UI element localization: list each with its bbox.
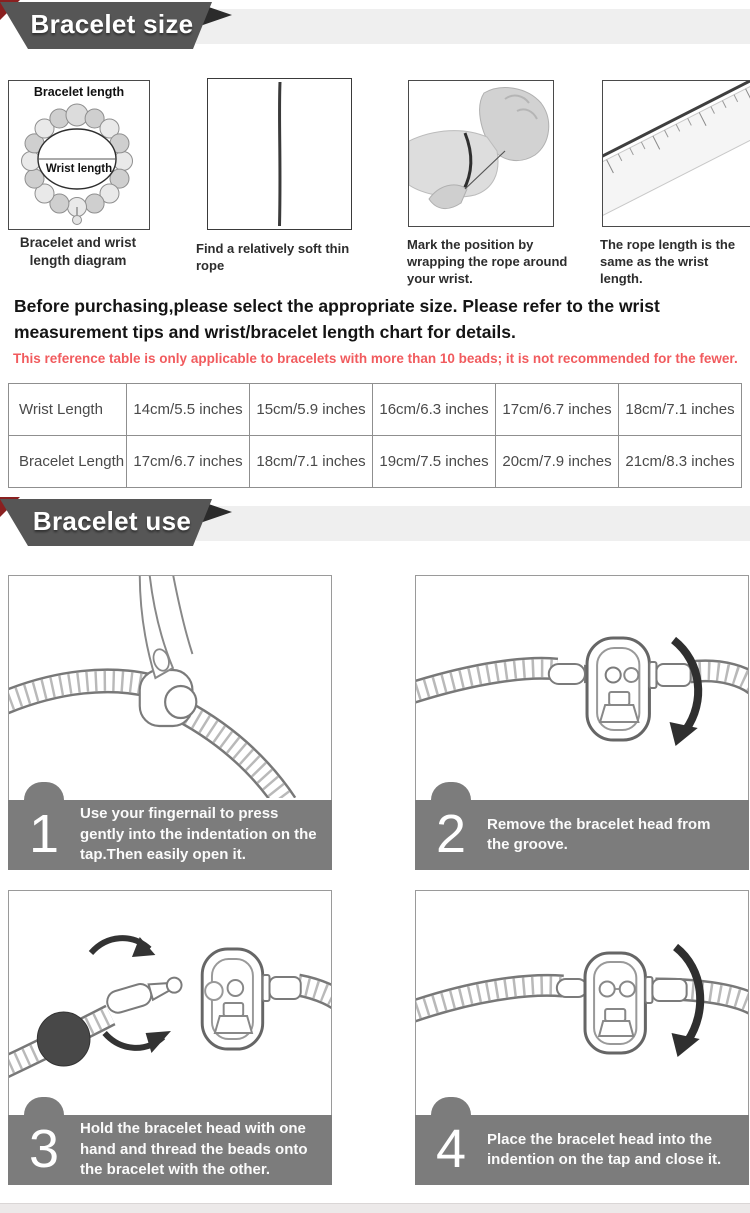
bracelet-length-label: Bracelet length bbox=[33, 85, 125, 99]
table-cell: 18cm/7.1 inches bbox=[250, 436, 373, 488]
step-number: 4 bbox=[435, 1119, 467, 1179]
step-description: Place the bracelet head into the indention on the tap and close it. bbox=[487, 1130, 722, 1168]
banner-use-label: Bracelet use bbox=[32, 506, 192, 536]
table-cell: 18cm/7.1 inches bbox=[619, 384, 742, 436]
table-cell: 19cm/7.5 inches bbox=[373, 436, 496, 488]
step-bar bbox=[415, 800, 749, 870]
step-bar bbox=[8, 1115, 332, 1185]
banner-band bbox=[196, 506, 750, 541]
banner-band bbox=[196, 9, 750, 44]
purchase-size-note: Before purchasing,please select the appropriate size. Please refer to the wrist measurement tips and wrist/bracelet length chart for details. bbox=[14, 296, 660, 342]
measure-step-caption-3: Mark the position by wrapping the rope around your wrist. bbox=[407, 237, 568, 287]
bead-count-warning: This reference table is only applicable to bracelets with more than 10 beads; it is not recommended for the fewer. bbox=[13, 351, 738, 366]
table-cell: 14cm/5.5 inches bbox=[127, 384, 250, 436]
banner-size-label: Bracelet size bbox=[30, 9, 194, 39]
table-cell: 17cm/6.7 inches bbox=[496, 384, 619, 436]
measure-step-caption-1: Bracelet and wrist length diagram bbox=[19, 235, 137, 268]
step-2-illustration bbox=[416, 576, 748, 798]
measure-step-caption-4: The rope length is the same as the wrist length. bbox=[600, 237, 736, 287]
step-number: 3 bbox=[28, 1119, 60, 1179]
banner-bracelet-use bbox=[0, 497, 750, 553]
wrist-wrap-image bbox=[408, 80, 554, 227]
step-bar bbox=[8, 800, 332, 870]
banner-bracelet-size bbox=[0, 0, 750, 56]
table-cell: 21cm/8.3 inches bbox=[619, 436, 742, 488]
ruler-image bbox=[602, 80, 750, 227]
measure-step-caption-2: Find a relatively soft thin rope bbox=[196, 241, 350, 274]
wrist-wrap-photo bbox=[409, 81, 553, 226]
wrist-length-label: Wrist length bbox=[45, 163, 113, 175]
ruler-photo bbox=[603, 81, 750, 226]
step-description: Hold the bracelet head with one hand and thread the beads onto the bracelet with the other. bbox=[80, 1120, 308, 1179]
table-row bbox=[9, 436, 742, 488]
step-description: Use your fingernail to press gently into the indentation on the tap.Then easily open it. bbox=[80, 805, 317, 864]
bracelet-diagram-image bbox=[8, 80, 150, 230]
row-header-bracelet-length: Bracelet Length bbox=[9, 436, 127, 488]
bracelet-photo bbox=[9, 81, 149, 229]
step-number: 1 bbox=[28, 804, 60, 864]
table-cell: 16cm/6.3 inches bbox=[373, 384, 496, 436]
step-bar bbox=[415, 1115, 749, 1185]
step-number: 2 bbox=[435, 804, 467, 864]
size-chart-table bbox=[8, 383, 742, 488]
next-section-divider bbox=[0, 1203, 750, 1213]
rope-photo bbox=[208, 79, 351, 229]
table-cell: 17cm/6.7 inches bbox=[127, 436, 250, 488]
row-header-wrist-length: Wrist Length bbox=[9, 384, 127, 436]
table-cell: 20cm/7.9 inches bbox=[496, 436, 619, 488]
usage-step-card-2 bbox=[415, 575, 749, 870]
usage-step-card-3 bbox=[8, 890, 332, 1185]
rope-image bbox=[207, 78, 352, 230]
table-row bbox=[9, 384, 742, 436]
step-1-illustration bbox=[9, 576, 331, 798]
usage-step-card-1 bbox=[8, 575, 332, 870]
step-description: Remove the bracelet head from the groove. bbox=[487, 815, 711, 853]
step-3-illustration bbox=[9, 891, 331, 1113]
usage-step-card-4 bbox=[415, 890, 749, 1185]
step-4-illustration bbox=[416, 891, 748, 1113]
table-cell: 15cm/5.9 inches bbox=[250, 384, 373, 436]
